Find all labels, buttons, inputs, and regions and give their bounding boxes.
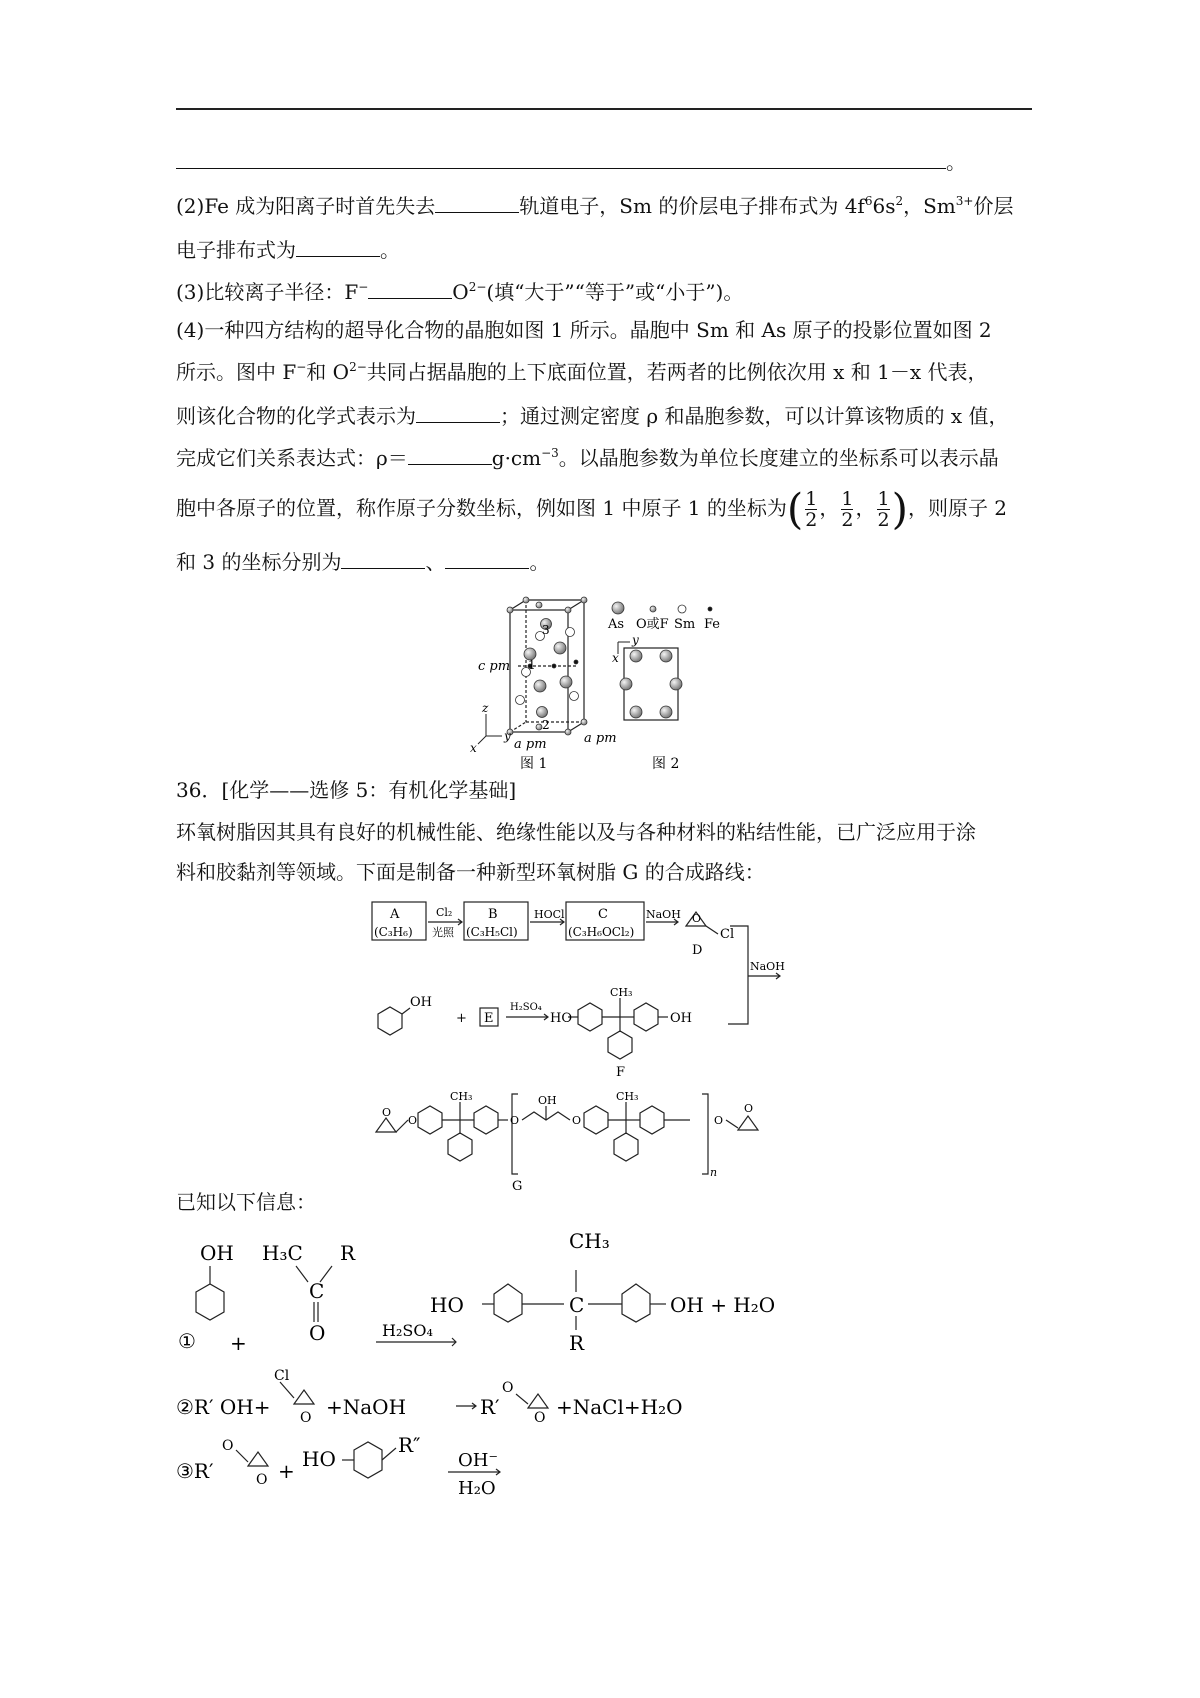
r1-number: ①: [178, 1329, 196, 1353]
q4-text: 完成它们关系表达式：ρ＝: [176, 446, 408, 470]
question-4-line1: [176, 316, 1036, 344]
q3-text: O: [452, 280, 469, 304]
q4-text: (4)一种四方结构的超导化合物的晶胞如图 1 所示。晶胞中 Sm 和 As 原子的投影位置如图 2: [176, 318, 992, 342]
q2-text: 价层: [973, 194, 1014, 218]
label-o-g5: O: [714, 1114, 724, 1127]
blank-coord3: [445, 546, 529, 569]
question-36-p1: [176, 818, 1036, 846]
label-ho: HO: [550, 1011, 572, 1026]
blank-density: [408, 442, 492, 465]
q4-text: 所示。图中 F: [176, 360, 297, 384]
legend-fe: Fe: [704, 617, 721, 632]
question-2-line2: [176, 234, 1036, 264]
r3-text1: ③R′: [176, 1459, 214, 1483]
synthesis-route: [370, 898, 840, 1194]
q4-text: 和 O: [306, 360, 350, 384]
r1-o: O: [309, 1321, 326, 1345]
axis-x-label: x: [470, 741, 477, 755]
q4-text: 。: [529, 550, 550, 574]
plus-sign: +: [456, 1011, 467, 1026]
frac-den: 2: [841, 509, 854, 531]
r3-h2o: H₂O: [458, 1478, 496, 1499]
label-o-g6: O: [744, 1102, 754, 1115]
r2-text2: +NaOH: [326, 1395, 407, 1419]
r3-ho: HO: [302, 1447, 336, 1471]
r2-cl: Cl: [274, 1368, 290, 1384]
r1-h2so4: H₂SO₄: [382, 1321, 433, 1340]
blank-formula: [416, 400, 500, 423]
frac-num: 1: [877, 488, 890, 510]
q3-text: (填“大于”“等于”或“小于”)。: [486, 280, 744, 304]
reaction-2: [176, 1364, 736, 1434]
atom-label-2: 2: [542, 718, 550, 732]
q2-sup: 2: [895, 194, 904, 208]
r2-o2: O: [502, 1380, 514, 1396]
question-4-line6: [176, 546, 1036, 576]
label-o-g4: O: [572, 1114, 582, 1127]
q3-sup: 2−: [468, 280, 487, 294]
label-oh-g: OH: [538, 1094, 557, 1107]
question-3: [176, 276, 1036, 306]
a-pm-label-2: a pm: [584, 731, 617, 746]
q3-sup: −: [358, 280, 369, 294]
q4-sup: −: [296, 360, 307, 374]
blank-orbital: [435, 190, 519, 213]
q2-text: 。: [380, 238, 400, 262]
axis-y2-label: y: [632, 633, 639, 647]
q4-text: 。以晶胞参数为单位长度建立的坐标系可以表示晶: [558, 446, 999, 470]
paren-right: ): [891, 484, 908, 534]
known-title-text: 已知以下信息：: [176, 1190, 316, 1214]
crystal-figure: [470, 596, 750, 772]
r3-plus: +: [278, 1459, 295, 1483]
figure-2-atoms: [620, 650, 682, 718]
question-36-title: [176, 776, 1036, 804]
figure-1-caption: 图 1: [520, 756, 548, 772]
figure-2-caption: 图 2: [652, 756, 680, 772]
axes-fig1: [478, 714, 502, 744]
label-a: A: [390, 907, 400, 922]
known-title: [176, 1188, 1036, 1216]
q2-sup: 6: [864, 194, 873, 208]
label-o-g2: O: [408, 1114, 418, 1127]
c-pm-label: c pm: [478, 659, 511, 674]
q4-text: ，则原子 2: [907, 496, 1008, 520]
r1-ho: HO: [430, 1293, 464, 1317]
q4-text: g·cm: [491, 446, 542, 470]
paren-left: (: [786, 484, 804, 534]
q4-sup: −3: [541, 446, 559, 460]
q36-text: 料和胶黏剂等领域。下面是制备一种新型环氧树脂 G 的合成路线：: [176, 860, 765, 884]
frac-num: 1: [805, 488, 818, 510]
q2-sup: 3+: [955, 194, 974, 208]
formula-c: (C₃H₆OCl₂): [568, 925, 635, 939]
label-f: F: [616, 1065, 626, 1080]
r1-c-center: C: [569, 1293, 585, 1317]
q4-text: 、: [425, 550, 446, 574]
answer-line: [176, 146, 1036, 176]
r1-ch3: CH₃: [569, 1229, 610, 1253]
reagent-naoh-2: NaOH: [750, 960, 785, 973]
reagent-hocl: HOCl: [534, 908, 565, 921]
r1-oh-h2o: OH + H₂O: [670, 1293, 776, 1317]
r1-oh: OH: [200, 1241, 234, 1265]
r2-text1: ②R′ OH+: [176, 1395, 271, 1419]
r3-oh-minus: OH⁻: [458, 1450, 498, 1471]
q4-sup: 2−: [349, 360, 367, 374]
q2-text: 电子排布式为: [176, 238, 296, 262]
fraction: [877, 489, 889, 530]
blank-radius: [368, 276, 452, 299]
axis-y-label: y: [504, 729, 511, 743]
question-4-line2: [176, 358, 1036, 386]
axis-x2-label: x: [612, 651, 619, 665]
top-rule: [176, 108, 1032, 110]
label-c: C: [598, 907, 608, 922]
atom-label-3: 3: [542, 623, 550, 637]
q4-text: ；通过测定密度 ρ 和晶胞参数，可以计算该物质的 x 值，: [500, 404, 1009, 428]
label-ch3-g1: CH₃: [450, 1090, 473, 1103]
period: 。: [946, 150, 966, 174]
frac-num: 1: [841, 488, 854, 510]
label-n: n: [710, 1166, 718, 1179]
r3-r: R″: [398, 1433, 421, 1457]
label-g: G: [512, 1179, 523, 1194]
fraction: [805, 489, 817, 530]
question-4-line4: [176, 442, 1036, 472]
q2-text: ，Sm: [903, 194, 956, 218]
q4-text: 胞中各原子的位置，称作原子分数坐标，例如图 1 中原子 1 的坐标为: [176, 496, 787, 520]
r2-o: O: [300, 1410, 312, 1426]
q36-text: 环氧树脂因其具有良好的机械性能、绝缘性能以及与各种材料的粘结性能，已广泛应用于涂: [176, 820, 976, 844]
label-o: O: [692, 912, 702, 925]
label-e: E: [484, 1011, 494, 1026]
r1-c: C: [309, 1279, 325, 1303]
r1-r-bottom: R: [569, 1331, 585, 1355]
question-4-line3: [176, 400, 1036, 430]
r2-r: R′: [480, 1395, 500, 1419]
question-4-line5: 胞中各原子的位置，称作原子分数坐标，例如图 1 中原子 1 的坐标为( $\frac{1}{2}$ ， $\frac{1}{2}$ ， $\frac{1}{2}$ )，则原子 2: [176, 484, 1008, 534]
legend-as: As: [608, 617, 625, 632]
blank-coord2: [341, 546, 425, 569]
atom-label-1: 1: [528, 658, 536, 672]
r1-r: R: [340, 1241, 356, 1265]
q36-title: 36．[化学——选修 5：有机化学基础]: [176, 778, 517, 802]
label-b: B: [488, 907, 498, 922]
formula-a: (C₃H₆): [374, 925, 413, 939]
label-o-g3: O: [510, 1114, 520, 1127]
answer-blank: [176, 146, 946, 169]
frac-den: 2: [805, 509, 818, 531]
legend: [612, 602, 712, 614]
a-pm-label-1: a pm: [514, 737, 547, 752]
q4-text: 则该化合物的化学式表示为: [176, 404, 416, 428]
reagent-naoh: NaOH: [646, 908, 681, 921]
q3-text: (3)比较离子半径：F: [176, 280, 359, 304]
q4-text: 和 3 的坐标分别为: [176, 550, 342, 574]
condition-light: 光照: [432, 926, 454, 939]
label-ch3-g2: CH₃: [616, 1090, 639, 1103]
label-o-g1: O: [382, 1106, 392, 1119]
legend-sm: Sm: [674, 617, 696, 632]
r2-o3: O: [534, 1410, 546, 1426]
q2-text: (2)Fe 成为阳离子时首先失去: [176, 194, 436, 218]
blank-config: [296, 234, 380, 257]
r1-plus: +: [230, 1331, 247, 1355]
frac-den: 2: [877, 509, 890, 531]
r3-o: O: [222, 1438, 234, 1454]
question-36-p2: [176, 858, 1036, 886]
q2-text: 轨道电子，Sm 的价层电子排布式为 4f: [519, 194, 865, 218]
reagent-cl2: Cl₂: [436, 906, 453, 919]
reaction-3: [176, 1432, 736, 1512]
r2-text3: +NaCl+H₂O: [556, 1395, 683, 1419]
reagent-h2so4: H₂SO₄: [510, 1002, 542, 1013]
fraction: [841, 489, 853, 530]
label-cl: Cl: [720, 927, 735, 942]
legend-o-f: O或F: [636, 617, 669, 632]
r3-o2: O: [256, 1472, 268, 1488]
label-oh-2: OH: [670, 1011, 692, 1026]
label-d: D: [692, 943, 703, 958]
question-2-line1: [176, 190, 1036, 220]
label-ch3: CH₃: [610, 986, 633, 999]
formula-b: (C₃H₅Cl): [466, 925, 518, 939]
r1-h3c: H₃C: [262, 1241, 303, 1265]
q4-text: 共同占据晶胞的上下底面位置，若两者的比例依次用 x 和 1－x 代表，: [366, 360, 988, 384]
axis-z-label: z: [482, 701, 489, 715]
reaction-1: [176, 1226, 876, 1356]
label-oh: OH: [410, 995, 432, 1010]
q2-text: 6s: [872, 194, 896, 218]
